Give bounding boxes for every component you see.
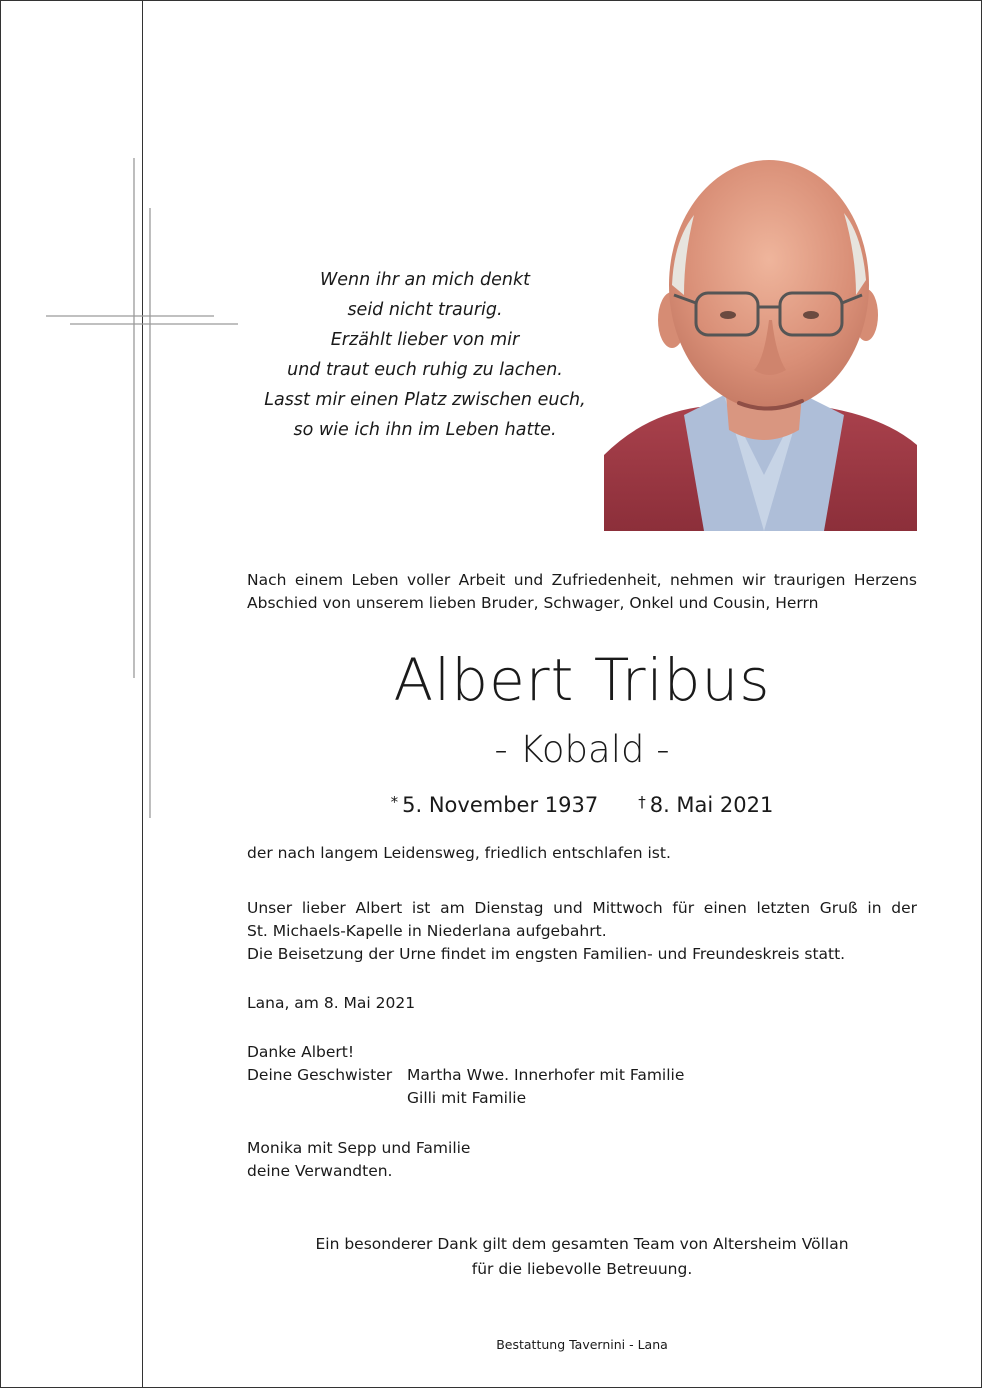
intro-line: Abschied von unserem lieben Bruder, Schwager, Onkel und Cousin, Herrn (247, 594, 819, 612)
sibling-entry: Gilli mit Familie (407, 1089, 527, 1107)
siblings-row (247, 1064, 917, 1087)
wake-text (247, 897, 917, 966)
sibling-entry: Martha Wwe. Innerhofer mit Familie (407, 1066, 685, 1084)
passing-line: der nach langem Leidensweg, friedlich entschlafen ist. (247, 844, 671, 862)
deceased-name: Albert Tribus (393, 646, 771, 714)
poem (250, 265, 600, 445)
wake-line: Unser lieber Albert ist am Dienstag und Mittwoch für einen letzten Gruß in der (247, 899, 917, 917)
intro-text (247, 569, 917, 615)
siblings-label: Deine Geschwister (247, 1066, 393, 1084)
poem-line: seid nicht traurig. (347, 300, 503, 320)
siblings-row (247, 1087, 917, 1110)
life-dates (247, 786, 917, 821)
cross-icon (0, 0, 260, 900)
wake-line: Die Beisetzung der Urne findet im engsten Familien- und Freundeskreis statt. (247, 945, 846, 963)
birth-date: 5. November 1937 (402, 793, 599, 817)
poem-line: Lasst mir einen Platz zwischen euch, (264, 390, 586, 410)
birth-symbol: * (390, 793, 399, 811)
poem-line: und traut euch ruhig zu lachen. (287, 360, 563, 380)
signoff (247, 1041, 917, 1110)
poem-line: Erzählt lieber von mir (330, 330, 520, 350)
nickname: - Kobald - (494, 728, 670, 771)
relatives-line: deine Verwandten. (247, 1162, 393, 1180)
poem-line: Wenn ihr an mich denkt (319, 270, 531, 290)
poem-line: so wie ich ihn im Leben hatte. (293, 420, 557, 440)
place-date-line: Lana, am 8. Mai 2021 (247, 994, 416, 1012)
thanks-text (247, 1232, 917, 1282)
other-relatives (247, 1137, 917, 1183)
intro-line: Nach einem Leben voller Arbeit und Zufriedenheit, nehmen wir traurigen Herzens (247, 571, 917, 589)
signoff-greeting: Danke Albert! (247, 1043, 355, 1061)
death-symbol: † (638, 793, 646, 811)
death-date: 8. Mai 2021 (649, 793, 774, 817)
funeral-home-footer: Bestattung Tavernini - Lana (496, 1337, 668, 1352)
portrait-photo (604, 145, 917, 531)
thanks-line: für die liebevolle Betreuung. (471, 1260, 693, 1278)
passing-text (247, 842, 917, 865)
place-date (247, 992, 917, 1015)
wake-line: St. Michaels-Kapelle in Niederlana aufgebahrt. (247, 922, 607, 940)
relatives-line: Monika mit Sepp und Familie (247, 1139, 471, 1157)
thanks-line: Ein besonderer Dank gilt dem gesamten Team von Altersheim Völlan (315, 1235, 849, 1253)
